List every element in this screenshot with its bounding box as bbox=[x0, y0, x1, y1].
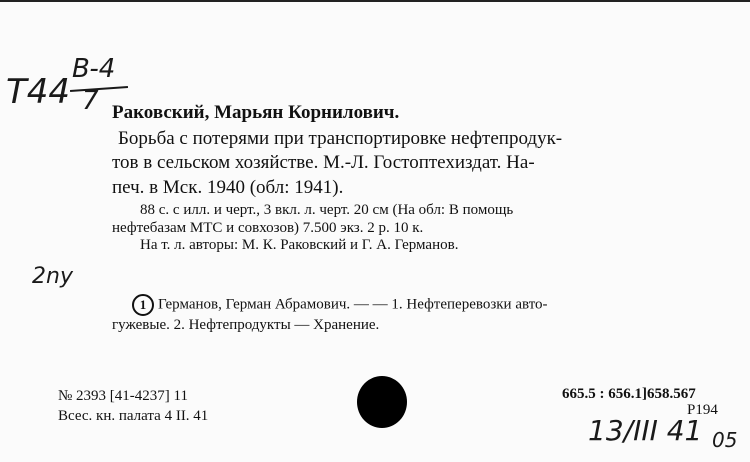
classification-index: 665.5 : 656.1]658.567 bbox=[562, 386, 696, 402]
book-chamber-stamp: Всес. кн. палата 4 II. 41 bbox=[58, 408, 209, 424]
handwritten-shelf-mark-left: T44 bbox=[6, 72, 71, 112]
title-line-1: Борьба с потерями при транспортировке нефтепродук- bbox=[118, 128, 563, 149]
handwritten-date: 13/III 41 bbox=[588, 414, 703, 447]
handwritten-fraction-bar bbox=[70, 86, 128, 92]
physical-description-line-1: 88 с. с илл. и черт., 3 вкл. л. черт. 20 см (На обл: В помощь bbox=[140, 202, 514, 218]
title-line-3: печ. в Мск. 1940 (обл: 1941). bbox=[112, 177, 344, 198]
author-heading: Раковский, Марьян Корнилович. bbox=[112, 102, 400, 123]
author-note: На т. л. авторы: М. К. Раковский и Г. А. Германов. bbox=[140, 237, 459, 253]
tracing-line-1 bbox=[132, 294, 548, 316]
card-punch-hole bbox=[357, 376, 407, 428]
title-line-2: тов в сельском хозяйстве. М.-Л. Гостоптехиздат. На- bbox=[112, 152, 535, 173]
physical-description-line-2: нефтебазам МТС и совхозов) 7.500 экз. 2 р. 10 к. bbox=[112, 220, 424, 236]
handwritten-shelf-mark-bottom: 7 bbox=[82, 86, 99, 116]
handwritten-corner-note: 05 bbox=[712, 428, 738, 452]
tracing-number: 1 bbox=[132, 294, 154, 316]
class-code: P194 bbox=[687, 402, 718, 418]
handwritten-margin-note: 2ny bbox=[32, 264, 73, 289]
tracing-line-2: гужевые. 2. Нефтепродукты — Хранение. bbox=[112, 317, 380, 333]
card-number: № 2393 [41-4237] 11 bbox=[58, 388, 188, 404]
handwritten-shelf-mark-top: B-4 bbox=[72, 54, 116, 84]
tracing-text-1: Германов, Герман Абрамович. — — 1. Нефтеперевозки авто- bbox=[158, 296, 548, 313]
